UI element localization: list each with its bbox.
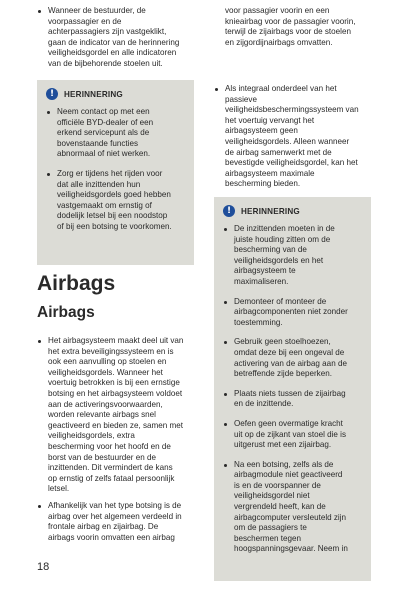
reminder-title: HERINNERING xyxy=(241,206,300,216)
reminder-box-2 xyxy=(214,197,371,581)
list-item: Plaats niets tussen de zijairbag en de inzittende. xyxy=(223,389,363,410)
list-item: De inzittenden moeten in de juiste houding zitten om de bescherming van de veiligheidsgordels en het airbagsysteem te maximaliseren. xyxy=(223,224,363,288)
exclamation-icon: ! xyxy=(46,88,58,100)
list-item: Gebruik geen stoelhoezen, omdat deze bij een ongeval de activering van de airbag aan de betreffende zijde beperken. xyxy=(223,337,363,379)
list-item: Zorg er tijdens het rijden voor dat alle inzittenden hun veiligheidsgordels goed hebben vastgemaakt om ernstig of dodelijk letsel bij een noodstop of bij een botsing te voorkomen. xyxy=(46,169,186,233)
subsection-heading: Airbags xyxy=(37,304,95,321)
list-item: Het airbagsysteem maakt deel uit van het extra beveiligingssysteem en is ook een aanvulling op stoelen en veiligheidsgordels. Wanneer het voertuig betrokken is bij een ernstige botsing en het airbagsysteem voldoet aan de activeringsvoorwaarden, worden relevante airbags snel geactiveerd en bieden ze, samen met veiligheidsgordels, extra bescherming voor het hoofd en de borst van de bestuurder en de inzittenden. Dit vermindert de kans op ernstig of zelfs fataal persoonlijk letsel. xyxy=(37,336,205,495)
page-number: 18 xyxy=(37,561,50,573)
list-item: Wanneer de bestuurder, de voorpassagier en de achterpassagiers zijn vastgeklikt, gaan de indicator van de herinnering veiligheidsgordel en alle indicatoren van de bijbehorende stoelen uit. xyxy=(37,6,205,70)
list-item: Als integraal onderdeel van het passieve veiligheidsbeschermingssysteem van het voertuig vervangt het airbagsysteem geen veiligheidsgordels. Alleen wanneer de airbag samenwerkt met de bevestigde veiligheidsgordel, kan het airbagsysteem maximale bescherming bieden. xyxy=(214,84,382,190)
reminder-header xyxy=(223,205,363,217)
list-item: Na een botsing, zelfs als de airbagmodule niet geactiveerd is en de voorspanner de veiligheidsgordel niet vergrendeld heeft, kan de airbagcomputer versleuteld zijn om de passagiers te beschermen tegen hoogspanningsgevaar. Neem in xyxy=(223,460,363,555)
reminder-title: HERINNERING xyxy=(64,89,123,99)
list-item: Demonteer of monteer de airbagcomponenten niet zonder toestemming. xyxy=(223,297,363,329)
exclamation-icon: ! xyxy=(223,205,235,217)
reminder-header xyxy=(46,88,186,100)
list-item: Afhankelijk van het type botsing is de airbag over het algemeen verdeeld in frontale airbag en zijairbag. De airbags voorin omvatten een airbag xyxy=(37,501,205,543)
list-item: Neem contact op met een officiële BYD-dealer of een erkend servicepunt als de bovenstaande functies abnormaal of niet werken. xyxy=(46,107,186,160)
list-item: Oefen geen overmatige kracht uit op de zijkant van stoel die is uitgerust met een zijairbag. xyxy=(223,419,363,451)
reminder-box-1 xyxy=(37,80,194,265)
continued-paragraph: voor passagier voorin en een knieairbag voor de passagier voorin, terwijl de zijairbags voor de stoelen en zijgordijnairbags omvatten. xyxy=(225,6,356,47)
section-heading: Airbags xyxy=(37,272,116,295)
